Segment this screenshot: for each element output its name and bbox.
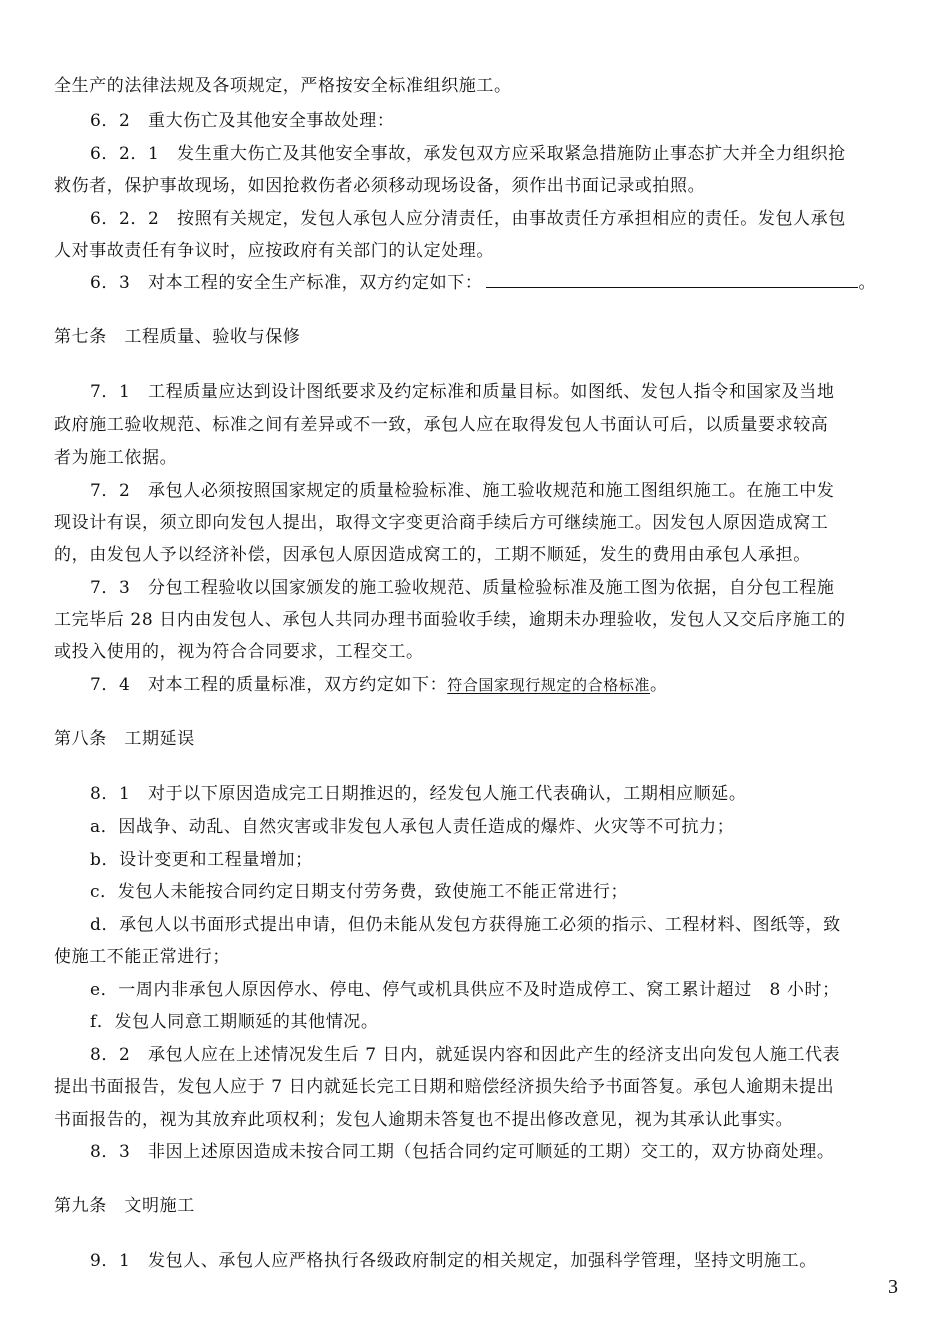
clause-8-3: 8．3 非因上述原因造成未按合同工期（包括合同约定可顺延的工期）交工的，双方协商处理。 <box>90 1142 835 1162</box>
clause-7-1: 7．1 工程质量应达到设计图纸要求及约定标准和质量目标。如图纸、发包人指令和国家及当地 <box>90 382 835 402</box>
item-d: d．承包人以书面形式提出申请，但仍未能从发包方获得施工必须的指示、工程材料、图纸等，致 <box>90 915 841 935</box>
section-heading-8: 第八条 工期延误 <box>54 729 195 749</box>
period: 。 <box>858 273 877 293</box>
clause-9-1: 9．1 发包人、承包人应严格执行各级政府制定的相关规定，加强科学管理，坚持文明施工。 <box>90 1251 817 1271</box>
clause-7-3: 7．3 分包工程验收以国家颁发的施工验收规范、质量检验标准及施工图为依据，自分包工程施 <box>90 578 835 598</box>
clause-6-2-1: 6．2．1 发生重大伤亡及其他安全事故，承发包双方应采取紧急措施防止事态扩大并全力组织抢 <box>90 144 846 164</box>
clause-7-2: 7．2 承包人必须按照国家规定的质量检验标准、施工验收规范和施工图组织施工。在施工中发 <box>90 481 835 501</box>
item-a: a．因战争、动乱、自然灾害或非发包人承包人责任造成的爆炸、火灾等不可抗力； <box>90 817 735 837</box>
clause-6-2-2: 6．2．2 按照有关规定，发包人承包人应分清责任，由事故责任方承担相应的责任。发包人承包 <box>90 209 846 229</box>
item-f: f．发包人同意工期顺延的其他情况。 <box>90 1012 379 1032</box>
item-c: c．发包人未能按合同约定日期支付劳务费，致使施工不能正常进行； <box>90 882 629 902</box>
text-line: 提出书面报告，发包人应于 7 日内就延长完工日期和赔偿经济损失给予书面答复。承包人逾期未提出 <box>54 1077 835 1097</box>
period: 。 <box>650 675 668 695</box>
section-heading-7: 第七条 工程质量、验收与保修 <box>54 327 301 347</box>
item-b: b．设计变更和工程量增加； <box>90 850 313 870</box>
quality-standard-value: 符合国家现行规定的合格标准 <box>447 676 651 694</box>
text-line: 政府施工验收规范、标准之间有差异或不一致，承包人应在取得发包人书面认可后，以质量要求较高 <box>54 415 829 435</box>
clause-6-3-text: 6．3 对本工程的安全生产标准，双方约定如下： <box>90 273 483 293</box>
clause-8-1: 8．1 对于以下原因造成完工日期推迟的，经发包人施工代表确认，工期相应顺延。 <box>90 784 747 804</box>
text-line: 人对事故责任有争议时，应按政府有关部门的认定处理。 <box>54 241 494 261</box>
text-line: 或投入使用的，视为符合合同要求，工程交工。 <box>54 642 424 662</box>
section-heading-9: 第九条 文明施工 <box>54 1196 195 1216</box>
clause-6-3 <box>90 273 898 293</box>
text-line: 使施工不能正常进行； <box>54 947 230 967</box>
text-line: 者为施工依据。 <box>54 448 178 468</box>
text-line: 工完毕后 28 日内由发包人、承包人共同办理书面验收手续，逾期未办理验收，发包人又交后序施工的 <box>54 610 846 630</box>
text-line: 的，由发包人予以经济补偿，因承包人原因造成窝工的，工期不顺延，发生的费用由承包人承担。 <box>54 545 811 565</box>
text-line: 书面报告的，视为其放弃此项权利；发包人逾期未答复也不提出修改意见，视为其承认此事实。 <box>54 1110 794 1130</box>
text-line: 现设计有误，须立即向发包人提出，取得文字变更洽商手续后方可继续施工。因发包人原因造成窝工 <box>54 513 829 533</box>
fill-in-blank <box>486 273 858 288</box>
text-line: 全生产的法律法规及各项规定，严格按安全标准组织施工。 <box>54 76 512 96</box>
text-line: 救伤者，保护事故现场，如因抢救伤者必须移动现场设备，须作出书面记录或拍照。 <box>54 176 706 196</box>
clause-8-2: 8．2 承包人应在上述情况发生后 7 日内，就延误内容和因此产生的经济支出向发包人施工代表 <box>90 1045 841 1065</box>
item-e: e．一周内非承包人原因停水、停电、停气或机具供应不及时造成停工、窝工累计超过 8 小时； <box>90 980 840 1000</box>
page-number: 3 <box>888 1276 898 1298</box>
clause-7-4-text: 7．4 对本工程的质量标准，双方约定如下： <box>90 675 448 695</box>
clause-7-4 <box>90 675 898 695</box>
clause-6-2: 6．2 重大伤亡及其他安全事故处理： <box>90 111 395 131</box>
